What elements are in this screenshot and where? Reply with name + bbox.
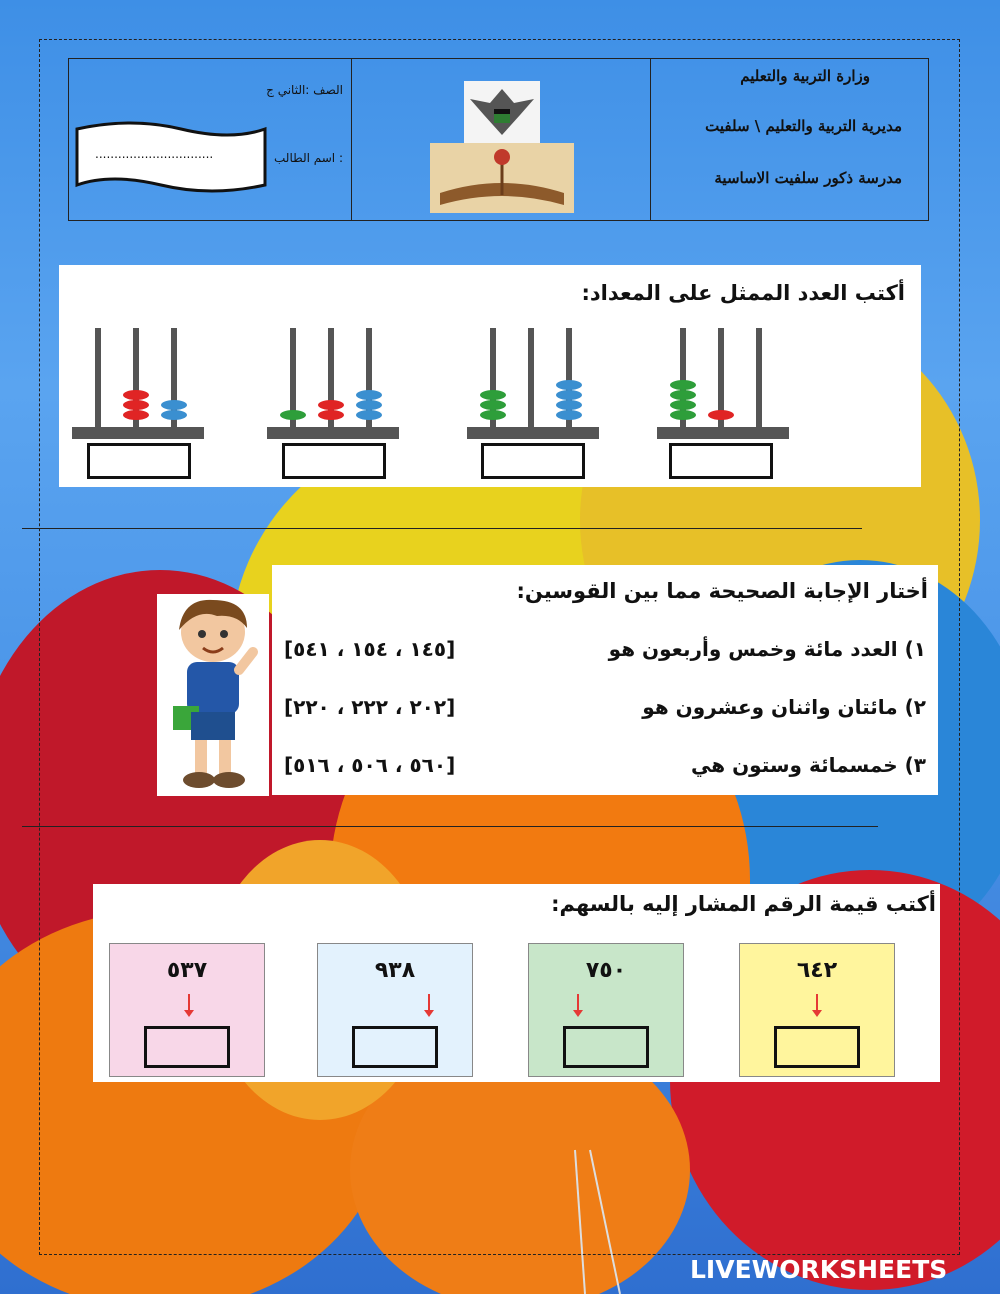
place-value-answer-1[interactable] [774,1026,860,1068]
place-value-box-2 [528,943,684,1077]
abacus-answer-4[interactable] [87,443,191,479]
arrow-4 [188,994,190,1014]
student-info-cell [69,59,352,220]
abacus-base [72,427,204,439]
abacus-bead-hundreds [480,390,506,400]
abacus-bead-ones [556,380,582,390]
grade-label: الصف :الثاني ج [266,83,343,97]
abacus-bead-ones [356,400,382,410]
arrow-1 [816,994,818,1014]
abacus-bead-ones [161,410,187,420]
abacus-3 [267,328,399,439]
question-1-text: ١) العدد مائة وخمس وأربعون هو [608,637,926,661]
question-1-options[interactable]: [١٤٥ ، ١٥٤ ، ٥٤١] [284,637,456,661]
place-value-answer-2[interactable] [563,1026,649,1068]
place-value-box-3 [317,943,473,1077]
school-info-cell [651,59,928,220]
abacus-bead-ones [356,410,382,420]
abacus-rod-ones [756,328,762,428]
question-2-text: ٢) مائتان واثنان وعشرون هو [642,695,926,719]
abacus-bead-tens [123,400,149,410]
abacus-base [467,427,599,439]
header-table [68,58,929,221]
school-logo [430,143,574,213]
abacus-bead-tens [123,390,149,400]
abacus-answer-3[interactable] [282,443,386,479]
abacus-rod-tens [528,328,534,428]
question-2-options[interactable]: [٢٠٢ ، ٢٢٢ ، ٢٢٠] [284,695,456,719]
abacus-title: أكتب العدد الممثل على المعداد: [581,281,905,305]
place-value-panel [93,884,940,1082]
separator-2 [22,826,878,827]
abacus-bead-hundreds [480,400,506,410]
logo-cell [352,59,651,220]
directorate-name: مديرية التربية والتعليم \ سلفيت [705,117,902,135]
place-value-box-4 [109,943,265,1077]
abacus-bead-hundreds [670,400,696,410]
abacus-2 [467,328,599,439]
abacus-answer-1[interactable] [669,443,773,479]
abacus-bead-ones [556,400,582,410]
choice-title: أختار الإجابة الصحيحة مما بين القوسين: [516,579,928,603]
ministry-name: وزارة التربية والتعليم [740,67,870,85]
abacus-4 [72,328,204,439]
arrow-3 [428,994,430,1014]
liveworksheets-watermark: LIVEWORKSHEETS [690,1255,948,1284]
abacus-bead-hundreds [670,390,696,400]
abacus-bead-tens [318,410,344,420]
number-digits-4: ٥٣٧ [166,958,208,983]
abacus-bead-hundreds [480,410,506,420]
abacus-bead-ones [356,390,382,400]
number-digits-3: ٩٣٨ [374,958,416,983]
abacus-bead-hundreds [280,410,306,420]
question-3-text: ٣) خمسمائة وستون هي [691,753,926,777]
separator-1 [22,528,862,529]
abacus-bead-ones [556,390,582,400]
abacus-base [267,427,399,439]
place-value-answer-4[interactable] [144,1026,230,1068]
abacus-panel [59,265,921,487]
abacus-bead-tens [123,410,149,420]
arrow-2 [577,994,579,1014]
abacus-bead-tens [318,400,344,410]
choice-panel [272,565,938,795]
abacus-bead-ones [556,410,582,420]
place-value-title: أكتب قيمة الرقم المشار إليه بالسهم: [551,892,936,916]
number-digits-1: ٦٤٢ [796,958,838,983]
place-value-box-1 [739,943,895,1077]
abacus-bead-hundreds [670,380,696,390]
abacus-bead-tens [708,410,734,420]
question-3-options[interactable]: [٥٦٠ ، ٥٠٦ ، ٥١٦] [284,753,456,777]
number-digits-2: ٧٥٠ [585,958,627,983]
abacus-1 [657,328,789,439]
boy-illustration [157,594,269,796]
student-name-input[interactable]: ............................... [95,147,214,161]
place-value-answer-3[interactable] [352,1026,438,1068]
abacus-bead-ones [161,400,187,410]
student-name-label: اسم الطالب : [274,151,343,165]
abacus-bead-hundreds [670,410,696,420]
school-name: مدرسة ذكور سلفيت الاساسية [714,169,902,187]
abacus-base [657,427,789,439]
abacus-rod-hundreds [95,328,101,428]
abacus-answer-2[interactable] [481,443,585,479]
palestine-eagle-emblem [464,81,540,143]
